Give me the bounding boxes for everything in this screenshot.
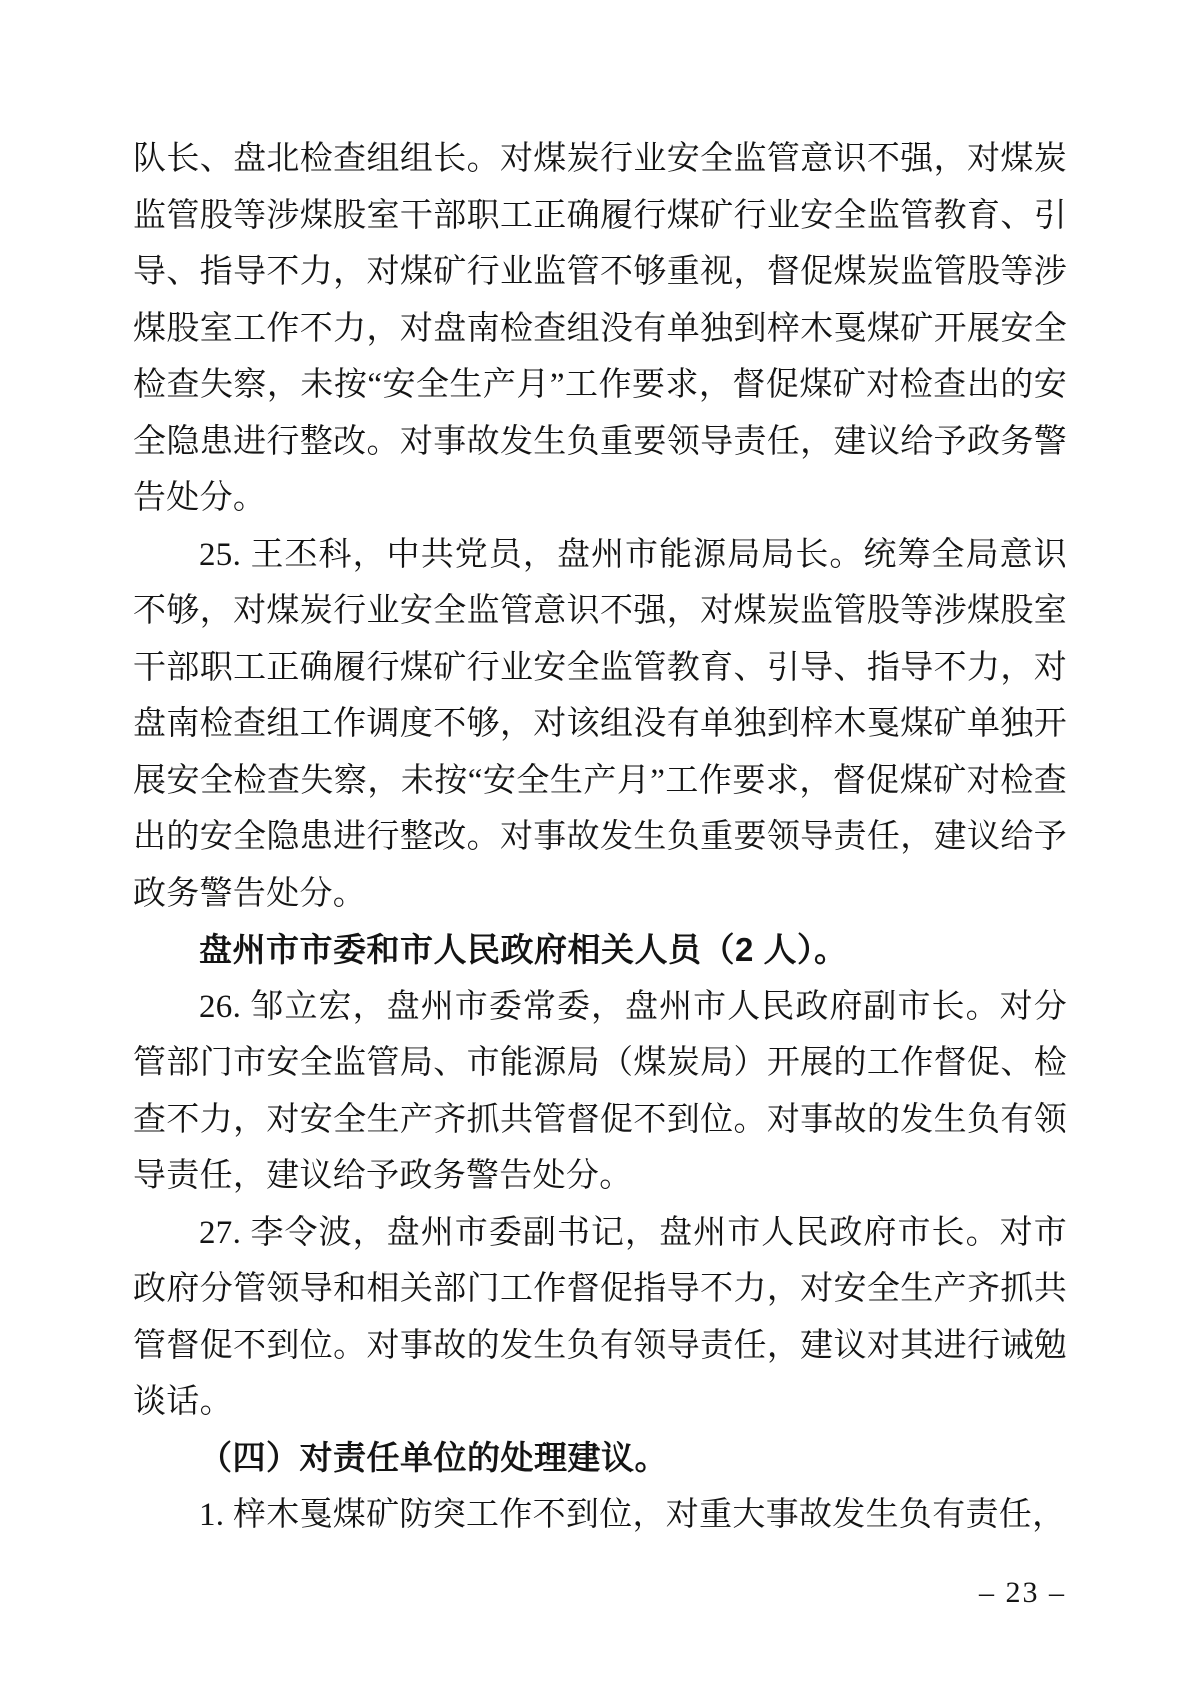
document-body bbox=[133, 131, 1067, 1544]
paragraph-item-26: 26. 邹立宏，盘州市委常委，盘州市人民政府副市长。对分管部门市安全监管局、市能源局（煤炭局）开展的工作督促、检查不力，对安全生产齐抓共管督促不到位。对事故的发生负有领导责任，建议给予政务警告处分。 bbox=[133, 988, 1067, 1194]
paragraph-continuation: 队长、盘北检查组组长。对煤炭行业安全监管意识不强，对煤炭监管股等涉煤股室干部职工正确履行煤矿行业安全监管教育、引导、指导不力，对煤矿行业监管不够重视，督促煤炭监管股等涉煤股室工作不力，对盘南检查组没有单独到梓木戛煤矿开展安全检查失察，未按“安全生产月”工作要求，督促煤矿对检查出的安全隐患进行整改。对事故发生负重要领导责任，建议给予政务警告处分。 bbox=[133, 141, 1067, 516]
paragraph-item-1: 1. 梓木戛煤矿防突工作不到位，对重大事故发生负有责任， bbox=[199, 1497, 1066, 1533]
section-heading-unit-recommendations: （四）对责任单位的处理建议。 bbox=[199, 1440, 668, 1477]
page-number: – 23 – bbox=[979, 1576, 1066, 1609]
paragraph-item-25: 25. 王丕科，中共党员，盘州市能源局局长。统筹全局意识不够，对煤炭行业安全监管意识不强，对煤炭监管股等涉煤股室干部职工正确履行煤矿行业安全监管教育、引导、指导不力，对盘南检查组工作调度不够，对该组没有单独到梓木戛煤矿单独开展安全检查失察，未按“安全生产月”工作要求，督促煤矿对检查出的安全隐患进行整改。对事故发生负重要领导责任，建议给予政务警告处分。 bbox=[133, 536, 1067, 912]
section-heading-panzhou-officials: 盘州市市委和市人民政府相关人员（2 人）。 bbox=[199, 931, 848, 968]
paragraph-item-27: 27. 李令波，盘州市委副书记，盘州市人民政府市长。对市政府分管领导和相关部门工作督促指导不力，对安全生产齐抓共管督促不到位。对事故的发生负有领导责任，建议对其进行诫勉谈话。 bbox=[133, 1214, 1067, 1420]
